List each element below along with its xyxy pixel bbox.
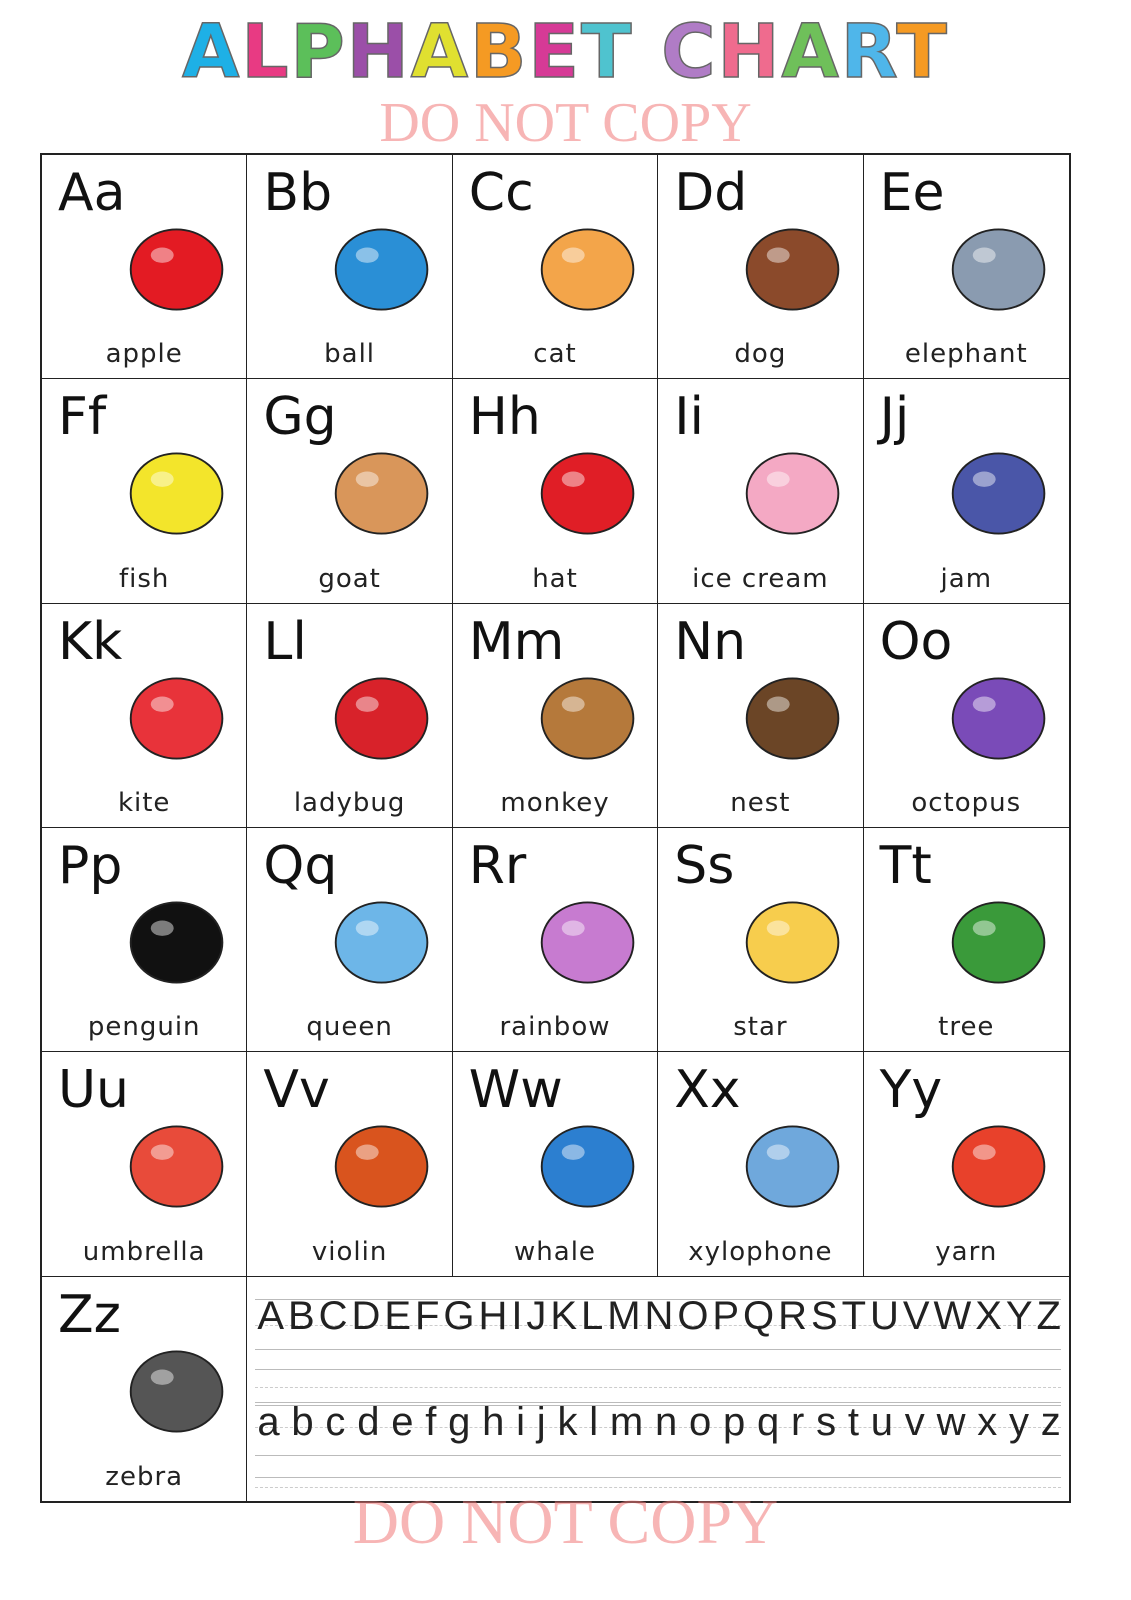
word-label: queen [306,1012,393,1043]
queen-illustration-icon [307,890,437,995]
uppercase-letter: H [478,1293,508,1338]
letter-pair: Ff [58,387,107,448]
cat-illustration-icon [513,217,643,322]
letter-cell-violin [247,1052,452,1276]
lowercase-letter: t [847,1399,860,1444]
title-letter: R [840,9,897,95]
watermark-top: DO NOT COPY [379,92,752,154]
letter-cell-ladybug [247,604,452,828]
lowercase-letter: r [791,1399,805,1444]
uppercase-letter: Y [1005,1293,1033,1338]
ladybug-illustration-icon [307,666,437,771]
guide-line [255,1387,1061,1388]
lowercase-row [257,1399,1061,1445]
ice-cream-illustration-icon [718,441,848,546]
lowercase-letter: w [936,1399,966,1444]
letter-pair: Gg [263,387,337,448]
word-label: rainbow [499,1012,611,1043]
letter-cell-fish [42,379,247,603]
uppercase-letter: W [933,1293,972,1338]
letter-cell-whale [453,1052,658,1276]
word-label: apple [105,339,183,370]
hat-illustration-icon [513,441,643,546]
word-label: cat [533,339,577,370]
lowercase-letter: v [904,1399,925,1444]
letter-cell-ice-cream [658,379,863,603]
letter-pair: Tt [879,835,932,896]
guide-line [255,1369,1061,1370]
word-label: yarn [935,1236,998,1267]
xylophone-illustration-icon [718,1114,848,1219]
word-label: elephant [904,339,1028,370]
uppercase-letter: X [975,1293,1002,1338]
letter-pair: Cc [468,163,534,223]
uppercase-letter: O [677,1293,709,1338]
letter-cell-octopus [864,604,1069,828]
fish-illustration-icon [102,441,232,546]
kite-illustration-icon [102,666,232,771]
word-label: ice cream [692,563,829,594]
lowercase-letter: h [482,1399,505,1444]
dog-illustration-icon [718,217,848,322]
lowercase-letter: u [870,1399,894,1444]
letter-pair: Oo [879,611,953,672]
word-label: zebra [105,1461,184,1492]
nest-illustration-icon [718,666,848,771]
jam-illustration-icon [924,441,1054,546]
letter-cell-zebra [42,1277,247,1501]
title-letter [633,9,661,95]
word-label: penguin [87,1012,201,1043]
word-label: dog [734,339,787,370]
uppercase-letter: Z [1036,1293,1061,1338]
word-label: ball [324,339,376,370]
lowercase-letter: x [977,1399,998,1444]
word-label: fish [118,563,170,594]
letter-cell-jam [864,379,1069,603]
word-label: star [733,1012,788,1043]
title-letter: T [580,9,634,95]
lowercase-letter: i [516,1399,526,1444]
octopus-illustration-icon [924,666,1054,771]
uppercase-letter: G [443,1293,475,1338]
letter-pair: Ww [468,1060,563,1121]
lowercase-letter: e [391,1399,414,1444]
letter-cell-xylophone [658,1052,863,1276]
word-label: violin [311,1236,388,1267]
uppercase-letter: R [778,1293,807,1338]
uppercase-letter: L [580,1293,604,1338]
letter-pair: Ss [674,835,735,896]
lowercase-letter: s [816,1399,837,1444]
word-label: tree [938,1012,995,1043]
alphabet-grid [40,153,1071,1503]
title-letter: A [182,9,242,95]
uppercase-letter: P [712,1293,740,1338]
uppercase-letter: V [902,1293,930,1338]
guide-line [255,1477,1061,1478]
letter-cell-penguin [42,828,247,1052]
letter-cell-elephant [864,155,1069,379]
letter-pair: Ii [674,387,704,448]
lowercase-letter: k [557,1399,578,1444]
monkey-illustration-icon [513,666,643,771]
uppercase-letter: F [415,1293,440,1338]
letter-cell-ball [247,155,452,379]
uppercase-letter: A [257,1293,285,1338]
letter-pair: Zz [58,1284,121,1345]
title-letter: A [410,9,470,95]
letter-pair: Yy [879,1060,943,1121]
word-label: jam [940,563,993,594]
letter-cell-rainbow [453,828,658,1052]
guide-line [255,1487,1061,1488]
letter-cell-queen [247,828,452,1052]
lowercase-letter: c [325,1399,346,1444]
alphabet-practice-lines [247,1277,1069,1501]
letter-cell-goat [247,379,452,603]
letter-pair: Nn [674,611,747,672]
word-label: hat [532,563,578,594]
letter-cell-star [658,828,863,1052]
lowercase-letter: o [688,1399,712,1444]
letter-cell-yarn [864,1052,1069,1276]
word-label: monkey [500,787,610,818]
lowercase-letter: n [654,1399,678,1444]
letter-pair: Dd [674,163,748,223]
letter-pair: Pp [58,835,123,896]
violin-illustration-icon [307,1114,437,1219]
lowercase-letter: q [757,1399,780,1444]
uppercase-letter: E [384,1293,412,1338]
letter-cell-hat [453,379,658,603]
lowercase-letter: p [723,1399,746,1444]
uppercase-row [257,1293,1061,1339]
lowercase-letter: g [448,1399,471,1444]
word-label: whale [514,1236,596,1267]
zebra-illustration-icon [102,1339,232,1444]
letter-pair: Mm [468,611,565,672]
lowercase-letter: f [425,1399,437,1444]
uppercase-letter: M [607,1293,641,1338]
letter-pair: Hh [468,387,541,448]
uppercase-letter: B [288,1293,315,1338]
uppercase-letter: S [810,1293,838,1338]
word-label: umbrella [82,1236,206,1267]
star-illustration-icon [718,890,848,995]
lowercase-letter: d [357,1399,380,1444]
lowercase-letter: j [536,1399,546,1444]
letter-pair: Ll [263,611,307,672]
title-letter: L [241,9,291,95]
letter-cell-nest [658,604,863,828]
yarn-illustration-icon [924,1114,1054,1219]
letter-pair: Uu [58,1060,130,1121]
lowercase-letter: m [609,1399,644,1444]
letter-cell-dog [658,155,863,379]
elephant-illustration-icon [924,217,1054,322]
uppercase-letter: T [841,1293,867,1338]
word-label: nest [730,787,791,818]
lowercase-letter: z [1040,1399,1061,1444]
title-letter: P [290,9,347,95]
uppercase-letter: D [351,1293,381,1338]
title-letter: C [661,9,718,95]
letter-pair: Bb [263,163,333,223]
letter-cell-umbrella [42,1052,247,1276]
letter-pair: Jj [879,387,910,448]
title-letter: A [781,9,841,95]
letter-pair: Ee [879,163,945,223]
apple-illustration-icon [102,217,232,322]
word-label: octopus [911,787,1022,818]
letter-pair: Vv [263,1060,330,1121]
tree-illustration-icon [924,890,1054,995]
title-letter: H [717,9,782,95]
letter-pair: Qq [263,835,338,896]
watermark-bottom: DO NOT COPY [352,1486,779,1557]
letter-pair: Kk [58,611,123,672]
lowercase-letter: l [589,1399,599,1444]
uppercase-letter: Q [743,1293,775,1338]
letter-cell-monkey [453,604,658,828]
letter-pair: Aa [58,163,126,223]
lowercase-letter: a [257,1399,280,1444]
word-label: ladybug [293,787,406,818]
letter-pair: Xx [674,1060,741,1121]
uppercase-letter: I [511,1293,523,1338]
word-label: xylophone [688,1236,833,1267]
title-letter: E [528,9,581,95]
title-letter: T [896,9,949,95]
goat-illustration-icon [307,441,437,546]
title-letter: H [346,9,411,95]
uppercase-letter: K [550,1293,578,1338]
penguin-illustration-icon [102,890,232,995]
letter-cell-cat [453,155,658,379]
poster-title [0,9,1131,95]
lowercase-letter: b [291,1399,314,1444]
rainbow-illustration-icon [513,890,643,995]
title-letter: B [470,9,529,95]
word-label: goat [318,563,381,594]
letter-cell-kite [42,604,247,828]
whale-illustration-icon [513,1114,643,1219]
guide-line [255,1349,1061,1350]
uppercase-letter: N [644,1293,674,1338]
lowercase-letter: y [1008,1399,1029,1444]
umbrella-illustration-icon [102,1114,232,1219]
uppercase-letter: J [526,1293,547,1338]
letter-pair: Rr [468,835,527,896]
word-label: kite [117,787,171,818]
guide-line [255,1455,1061,1456]
ball-illustration-icon [307,217,437,322]
letter-cell-tree [864,828,1069,1052]
letter-cell-apple [42,155,247,379]
uppercase-letter: C [318,1293,348,1338]
uppercase-letter: U [869,1293,899,1338]
